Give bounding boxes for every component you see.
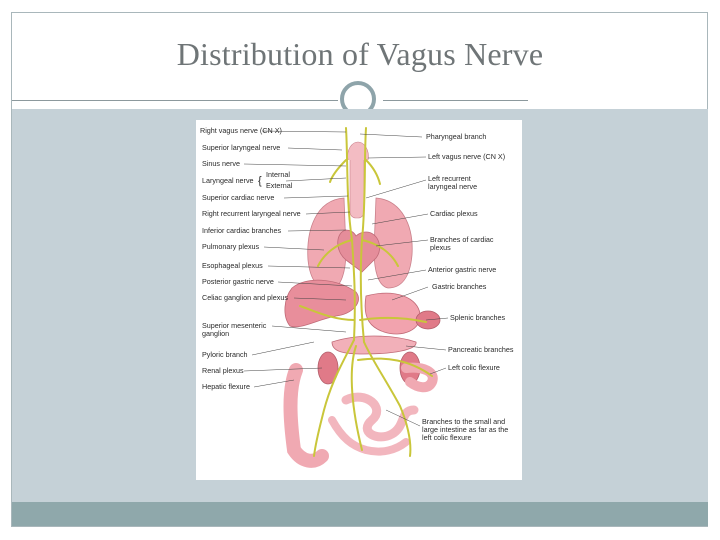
label-external: External	[266, 181, 293, 190]
brace-icon: {	[258, 175, 262, 187]
label-right-vagus: Right vagus nerve (CN X)	[200, 126, 282, 135]
label-gastric-branches: Gastric branches	[432, 282, 487, 291]
label-left-vagus: Left vagus nerve (CN X)	[428, 152, 506, 161]
label-celiac-ganglion: Celiac ganglion and plexus	[202, 293, 288, 302]
label-posterior-gastric: Posterior gastric nerve	[202, 277, 274, 286]
label-superior-cardiac: Superior cardiac nerve	[202, 193, 275, 202]
label-inferior-cardiac: Inferior cardiac branches	[202, 226, 282, 235]
label-left-colic-flexure: Left colic flexure	[448, 363, 500, 372]
title-rule-right	[383, 100, 528, 101]
label-esophageal-plexus: Esophageal plexus	[202, 261, 263, 270]
label-right-recurrent: Right recurrent laryngeal nerve	[202, 209, 301, 218]
label-laryngeal-nerve: Laryngeal nerve	[202, 176, 254, 185]
label-pharyngeal-branch: Pharyngeal branch	[426, 132, 487, 141]
label-superior-mesenteric: Superior mesenteric	[202, 321, 267, 330]
label-branches-intestine-1: Branches to the small and	[422, 417, 506, 426]
label-hepatic-flexure: Hepatic flexure	[202, 382, 250, 391]
label-cardiac-plexus: Cardiac plexus	[430, 209, 478, 218]
vagus-nerve-illustration	[196, 120, 522, 480]
label-internal: Internal	[266, 170, 290, 179]
label-renal-plexus: Renal plexus	[202, 366, 244, 375]
pancreas-icon	[332, 336, 416, 354]
label-sinus-nerve: Sinus nerve	[202, 159, 240, 168]
label-left-recurrent: Left recurrent	[428, 174, 471, 183]
title-rule-left	[12, 100, 338, 101]
label-pyloric-branch: Pyloric branch	[202, 350, 248, 359]
footer-bar	[12, 502, 708, 526]
label-superior-mesenteric-ganglion: ganglion	[202, 329, 230, 338]
label-branches-cardiac-plexus: plexus	[430, 243, 451, 252]
label-branches-intestine-3: left colic flexure	[422, 433, 472, 442]
stomach-icon	[365, 293, 420, 334]
label-anterior-gastric: Anterior gastric nerve	[428, 265, 497, 274]
label-branches-cardiac: Branches of cardiac	[430, 235, 494, 244]
label-branches-intestine-2: large intestine as far as the	[422, 425, 509, 434]
label-left-recurrent-laryngeal: laryngeal nerve	[428, 182, 478, 191]
label-pulmonary-plexus: Pulmonary plexus	[202, 242, 260, 251]
label-pancreatic-branches: Pancreatic branches	[448, 345, 514, 354]
label-splenic-branches: Splenic branches	[450, 313, 506, 322]
slide-title: Distribution of Vagus Nerve	[176, 36, 544, 72]
label-superior-laryngeal: Superior laryngeal nerve	[202, 143, 281, 152]
